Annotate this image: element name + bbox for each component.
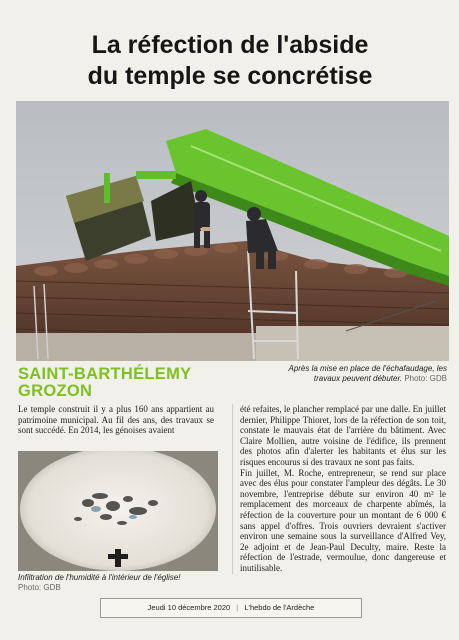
inset-photo xyxy=(18,451,218,571)
footer-date: Jeudi 10 décembre 2020 xyxy=(147,603,231,612)
inset-caption-text: Infiltration de l'humidité à l'intérieur de l'église! xyxy=(18,573,181,582)
headline-line-2: du temple se concrétise xyxy=(87,62,373,90)
col2-paragraph-2: Fin juillet, M. Roche, entrepreneur, se rend sur place avec des élus pour constater l'ampleur des dégâts. Le 30 novembre, l'entreprise débute sur environ 40 m² le remplacement des morceaux de charpente abîmés, la réfection de la couverture pour un montant de 6 000 € sans appel d'offres. Trois ouvriers devraient s'activer environ une semaine sous la surveillance d'Alfred Vey, 2e adjoint et de Jean-Paul Deculty, maire. Reste la réfection de l'estrade, vermoulue, donc dangereuse et inutilisable. xyxy=(240,467,446,573)
kicker-line-1: SAINT-BARTHÉLEMY xyxy=(18,365,192,383)
page-footer xyxy=(100,598,362,618)
article-column-2 xyxy=(240,404,446,574)
col2-paragraph-1: été refaites, le plancher remplacé par une dalle. En juillet dernier, Philippe Thioret, lors de la réfection de son toit, constate le mauvais état de l'arrière du bâtiment. Avec Claire Mollien, autre voisine de l'édifice, ils prennent des photos afin d'alerter les habitants et élus sur les risques encourus si des travaux ne sont pas faits. xyxy=(240,404,446,467)
inset-caption-credit: Photo: GDB xyxy=(18,583,61,592)
footer-separator: | xyxy=(236,603,239,612)
inset-photo-caption xyxy=(18,573,228,593)
footer-publication: L'hebdo de l'Ardèche xyxy=(244,603,315,612)
main-caption-credit: Photo: GDB xyxy=(404,374,447,383)
column-divider xyxy=(232,404,233,574)
main-photo-caption xyxy=(282,364,447,384)
article-column-1 xyxy=(18,404,214,436)
main-photo xyxy=(16,101,449,361)
headline-line-1: La réfection de l'abside xyxy=(91,31,369,59)
kicker-line-2: GROZON xyxy=(18,382,93,400)
main-caption-text: Après la mise en place de l'échafaudage, les travaux peuvent débuter. xyxy=(288,364,447,383)
location-kicker xyxy=(18,366,218,400)
article-headline xyxy=(30,30,430,92)
col1-paragraph: Le temple construit il y a plus 160 ans appartient au patrimoine municipal. Au fil des ans, des travaux se sont succédé. En 2014, les génoises avaient xyxy=(18,404,214,436)
